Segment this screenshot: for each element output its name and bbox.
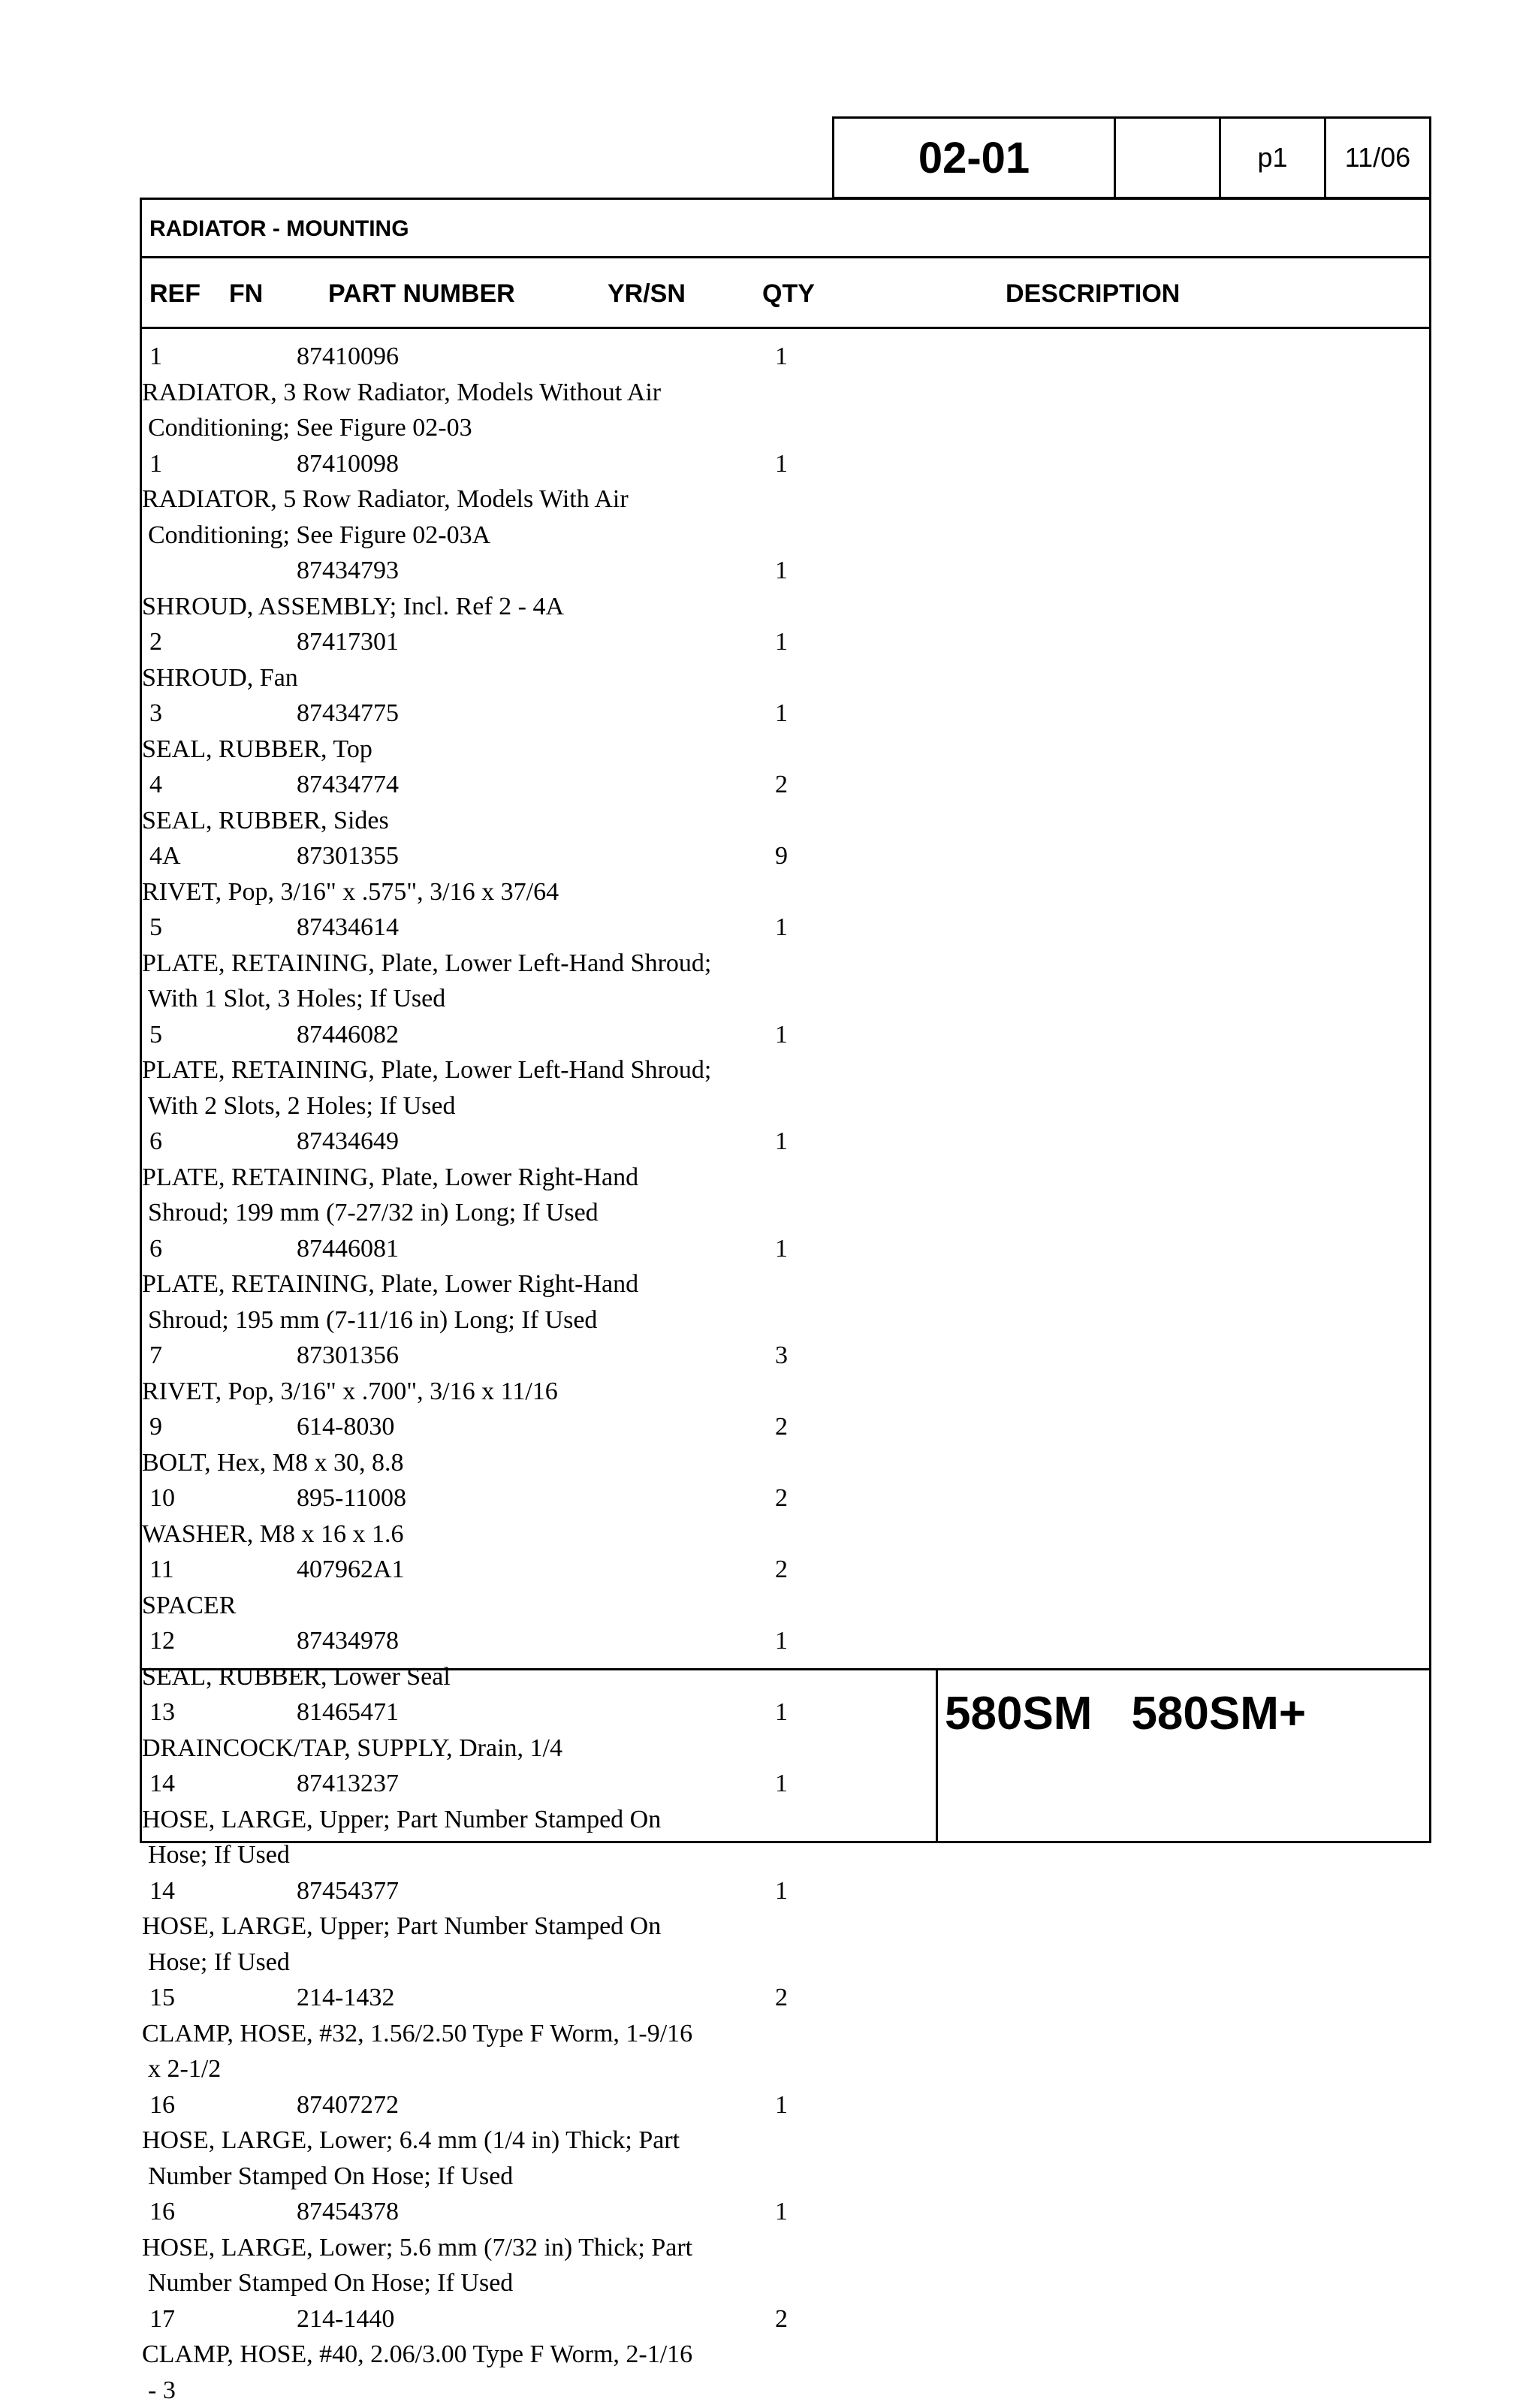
part-number: 87446081 [297, 1231, 399, 1267]
part-number: 87410098 [297, 446, 399, 482]
part-description [142, 2016, 1429, 2087]
part-row [142, 1980, 1429, 2087]
part-row [142, 696, 1429, 767]
part-qty: 1 [750, 446, 788, 482]
part-description-line-1: SEAL, RUBBER, Top [142, 732, 1429, 768]
part-ref: 2 [149, 624, 162, 660]
part-number: 87434793 [297, 553, 399, 589]
part-ref: 9 [149, 1409, 162, 1445]
part-row [142, 339, 1429, 446]
footer-divider [936, 1670, 938, 1843]
part-number: 87301356 [297, 1338, 399, 1374]
part-qty: 1 [750, 1124, 788, 1160]
part-row [142, 1017, 1429, 1124]
part-row [142, 1338, 1429, 1409]
part-number: 87301355 [297, 838, 399, 874]
part-row [142, 553, 1429, 624]
part-ref: 5 [149, 1017, 162, 1053]
part-description-line-1: RADIATOR, 3 Row Radiator, Models Without Air [142, 375, 1429, 411]
part-description [142, 1445, 1429, 1481]
part-ref: 4 [149, 767, 162, 803]
section-title-row [142, 200, 1429, 258]
part-qty: 2 [750, 767, 788, 803]
part-description [142, 946, 1429, 1017]
part-qty: 3 [750, 1338, 788, 1374]
part-description [142, 1588, 1429, 1624]
part-row [142, 2301, 1429, 2408]
part-description [142, 803, 1429, 839]
part-ref: 14 [149, 1766, 175, 1802]
part-description-line-2: Hose; If Used [142, 1837, 1429, 1873]
column-header-fn: FN [229, 279, 263, 309]
part-number: 87454378 [297, 2194, 399, 2230]
part-description [142, 660, 1429, 696]
part-description-line-1: SHROUD, Fan [142, 660, 1429, 696]
part-description-line-1: PLATE, RETAINING, Plate, Lower Left-Hand Shroud; [142, 946, 1429, 982]
part-row [142, 767, 1429, 838]
part-number: 87434649 [297, 1124, 399, 1160]
part-qty: 1 [750, 553, 788, 589]
part-row [142, 624, 1429, 696]
part-description-line-2: Number Stamped On Hose; If Used [142, 2159, 1429, 2195]
part-qty: 1 [750, 624, 788, 660]
part-description-line-2: Shroud; 199 mm (7-27/32 in) Long; If Used [142, 1195, 1429, 1231]
part-qty: 1 [750, 1623, 788, 1659]
page-number: p1 [1221, 119, 1326, 197]
part-description [142, 1052, 1429, 1124]
column-header-qty: QTY [762, 279, 815, 309]
part-ref: 4A [149, 838, 181, 874]
part-description-line-1: HOSE, LARGE, Lower; 5.6 mm (7/32 in) Thick; Part [142, 2230, 1429, 2266]
part-description-line-1: HOSE, LARGE, Lower; 6.4 mm (1/4 in) Thick; Part [142, 2123, 1429, 2159]
part-ref: 3 [149, 696, 162, 732]
model-name: 580SM+ [1131, 1688, 1306, 1740]
part-description [142, 375, 1429, 446]
part-description-line-1: WASHER, M8 x 16 x 1.6 [142, 1516, 1429, 1553]
part-description [142, 1909, 1429, 1980]
part-description-line-1: CLAMP, HOSE, #32, 1.56/2.50 Type F Worm, 1-9/16 [142, 2016, 1429, 2052]
part-description-line-2: Conditioning; See Figure 02-03A [142, 518, 1429, 554]
part-ref: 5 [149, 910, 162, 946]
part-description-line-1: HOSE, LARGE, Upper; Part Number Stamped On [142, 1909, 1429, 1945]
part-qty: 2 [750, 1480, 788, 1516]
part-qty: 1 [750, 1873, 788, 1909]
part-qty: 1 [750, 696, 788, 732]
part-number: 81465471 [297, 1694, 399, 1731]
part-description [142, 1266, 1429, 1338]
part-ref: 17 [149, 2301, 175, 2337]
part-qty: 1 [750, 910, 788, 946]
figure-number: 02-01 [834, 119, 1116, 197]
part-qty: 9 [750, 838, 788, 874]
part-ref: 6 [149, 1231, 162, 1267]
part-description-line-2: With 1 Slot, 3 Holes; If Used [142, 981, 1429, 1017]
part-row [142, 1409, 1429, 1480]
part-row [142, 446, 1429, 554]
part-description [142, 2123, 1429, 2194]
part-qty: 1 [750, 2194, 788, 2230]
part-row [142, 1480, 1429, 1552]
part-qty: 1 [750, 1017, 788, 1053]
part-number: 87410096 [297, 339, 399, 375]
part-qty: 1 [750, 1231, 788, 1267]
part-description [142, 1374, 1429, 1410]
part-description [142, 589, 1429, 625]
part-ref: 13 [149, 1694, 175, 1731]
part-qty: 1 [750, 1766, 788, 1802]
part-row [142, 910, 1429, 1017]
part-description [142, 1160, 1429, 1231]
part-ref: 11 [149, 1552, 174, 1588]
part-ref: 14 [149, 1873, 175, 1909]
column-header-description: DESCRIPTION [1006, 279, 1180, 309]
column-header-part-number: PART NUMBER [328, 279, 515, 309]
part-description-line-2: - 3 [142, 2373, 1429, 2408]
part-row [142, 1552, 1429, 1623]
part-qty: 1 [750, 339, 788, 375]
part-number: 87417301 [297, 624, 399, 660]
part-number: 895-11008 [297, 1480, 406, 1516]
part-qty: 1 [750, 1694, 788, 1731]
part-number: 87407272 [297, 2087, 399, 2123]
part-number: 87434978 [297, 1623, 399, 1659]
part-number: 87446082 [297, 1017, 399, 1053]
parts-list-frame [140, 198, 1431, 1843]
part-description-line-1: RIVET, Pop, 3/16" x .575", 3/16 x 37/64 [142, 874, 1429, 910]
column-header-yr-sn: YR/SN [608, 279, 686, 309]
part-qty: 2 [750, 2301, 788, 2337]
part-description-line-1: SHROUD, ASSEMBLY; Incl. Ref 2 - 4A [142, 589, 1429, 625]
column-header-ref: REF [149, 279, 201, 309]
part-description-line-1: SEAL, RUBBER, Sides [142, 803, 1429, 839]
part-row [142, 1231, 1429, 1338]
part-description-line-2: Shroud; 195 mm (7-11/16 in) Long; If Used [142, 1302, 1429, 1338]
part-description-line-2: Conditioning; See Figure 02-03 [142, 410, 1429, 446]
header-blank-cell [1116, 119, 1221, 197]
model-name: 580SM [945, 1688, 1092, 1740]
part-description-line-1: PLATE, RETAINING, Plate, Lower Right-Hand [142, 1266, 1429, 1302]
part-ref: 16 [149, 2194, 175, 2230]
part-qty: 2 [750, 1980, 788, 2016]
part-qty: 2 [750, 1409, 788, 1445]
part-ref: 7 [149, 1338, 162, 1374]
part-ref: 16 [149, 2087, 175, 2123]
part-description [142, 874, 1429, 910]
part-description-line-2: x 2-1/2 [142, 2051, 1429, 2087]
part-description-line-1: PLATE, RETAINING, Plate, Lower Right-Hand [142, 1160, 1429, 1196]
model-designations [945, 1687, 1345, 1740]
part-description-line-2: With 2 Slots, 2 Holes; If Used [142, 1088, 1429, 1124]
part-number: 87413237 [297, 1766, 399, 1802]
part-ref: 6 [149, 1124, 162, 1160]
revision-date: 11/06 [1326, 119, 1429, 197]
part-ref: 12 [149, 1623, 175, 1659]
column-header-row [142, 258, 1429, 329]
part-description-line-1: SEAL, RUBBER, Lower Seal [142, 1659, 1429, 1695]
part-number: 407962A1 [297, 1552, 405, 1588]
part-description-line-2: Number Stamped On Hose; If Used [142, 2265, 1429, 2301]
part-description [142, 481, 1429, 553]
part-description-line-1: RADIATOR, 5 Row Radiator, Models With Air [142, 481, 1429, 518]
part-description-line-1: HOSE, LARGE, Upper; Part Number Stamped On [142, 1802, 1429, 1838]
part-description [142, 2337, 1429, 2408]
part-description [142, 2230, 1429, 2301]
part-description-line-1: RIVET, Pop, 3/16" x .700", 3/16 x 11/16 [142, 1374, 1429, 1410]
part-number: 614-8030 [297, 1409, 394, 1445]
part-row [142, 2194, 1429, 2301]
figure-header [832, 116, 1431, 199]
part-row [142, 1124, 1429, 1231]
part-qty: 1 [750, 2087, 788, 2123]
part-description [142, 732, 1429, 768]
part-description-line-1: DRAINCOCK/TAP, SUPPLY, Drain, 1/4 [142, 1731, 1429, 1767]
part-number: 87454377 [297, 1873, 399, 1909]
part-ref: 15 [149, 1980, 175, 2016]
part-number: 87434775 [297, 696, 399, 732]
part-ref: 1 [149, 446, 162, 482]
part-description [142, 1516, 1429, 1553]
footer [140, 1668, 1431, 1843]
part-row [142, 838, 1429, 910]
part-row [142, 2087, 1429, 2195]
part-ref: 10 [149, 1480, 175, 1516]
part-qty: 2 [750, 1552, 788, 1588]
parts-list [142, 339, 1429, 2408]
part-number: 214-1440 [297, 2301, 394, 2337]
part-number: 214-1432 [297, 1980, 394, 2016]
part-description-line-1: BOLT, Hex, M8 x 30, 8.8 [142, 1445, 1429, 1481]
part-description-line-1: CLAMP, HOSE, #40, 2.06/3.00 Type F Worm, 2-1/16 [142, 2337, 1429, 2373]
part-description-line-1: SPACER [142, 1588, 1429, 1624]
section-title: RADIATOR - MOUNTING [149, 216, 409, 242]
part-description-line-2: Hose; If Used [142, 1945, 1429, 1981]
part-row [142, 1873, 1429, 1981]
part-ref: 1 [149, 339, 162, 375]
part-number: 87434614 [297, 910, 399, 946]
part-description-line-1: PLATE, RETAINING, Plate, Lower Left-Hand Shroud; [142, 1052, 1429, 1088]
part-number: 87434774 [297, 767, 399, 803]
